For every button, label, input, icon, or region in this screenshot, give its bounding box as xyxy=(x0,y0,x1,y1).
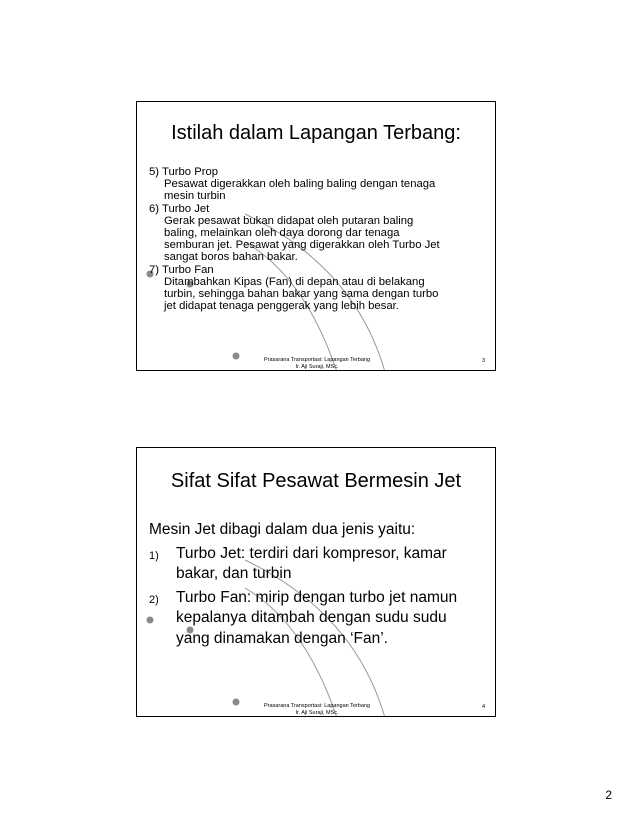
item-line: bakar, dan turbin xyxy=(176,565,292,582)
list-item xyxy=(149,588,485,650)
slide-title: Sifat Sifat Pesawat Bermesin Jet xyxy=(170,470,462,492)
slide-3 xyxy=(136,101,496,371)
item-line: Turbo Fan: mirip dengan turbo jet namun xyxy=(176,588,458,606)
slide-footer xyxy=(237,357,397,371)
slide-footer xyxy=(237,703,397,717)
item-label: 7) Turbo Fan xyxy=(149,263,214,276)
item-desc-line: semburan jet. Pesawat yang digerakkan oleh Turbo Jet xyxy=(164,239,440,252)
list-item xyxy=(149,544,485,585)
slide-title: Istilah dalam Lapangan Terbang: xyxy=(171,122,461,144)
item-desc-line: Pesawat digerakkan oleh baling baling dengan tenaga xyxy=(164,178,436,191)
footer-course: Prasarana Transportasi: Lapangan Terbang xyxy=(264,703,370,709)
item-label: 5) Turbo Prop xyxy=(149,166,219,178)
list-item xyxy=(149,203,479,264)
item-line: kepalanya ditambah dengan sudu sudu xyxy=(176,609,447,626)
item-desc-line: jet didapat tenaga penggerak yang lebih besar. xyxy=(164,300,399,313)
slide-body xyxy=(149,520,485,649)
item-label: 6) Turbo Jet xyxy=(149,202,210,215)
item-line: yang dinamakan dengan ‘Fan’. xyxy=(176,629,388,647)
item-desc-line: turbin, sehingga bahan bakar yang sama dengan turbo xyxy=(164,288,439,301)
footer-author: Ir. Aji Suraji, MSc. xyxy=(295,364,339,370)
item-number: 2) xyxy=(149,593,159,606)
lead-text: Mesin Jet dibagi dalam dua jenis yaitu: xyxy=(149,521,416,538)
list-item xyxy=(149,166,479,203)
item-desc-line: sangat boros bahan bakar. xyxy=(164,251,298,264)
slide-number: 3 xyxy=(481,358,485,364)
item-desc-line: Ditambahkan Kipas (Fan) di depan atau di belakang xyxy=(164,275,425,288)
item-desc-line: mesin turbin xyxy=(164,190,226,203)
page-number: 2 xyxy=(605,788,612,802)
item-desc-line: baling, melainkan oleh daya dorong dar tenaga xyxy=(164,227,400,240)
item-line: Turbo Jet: terdiri dari kompresor, kamar xyxy=(176,544,447,562)
item-desc-line: Gerak pesawat bukan didapat oleh putaran baling xyxy=(164,214,414,227)
footer-author: Ir. Aji Suraji, MSc. xyxy=(295,710,339,716)
item-number: 1) xyxy=(149,549,159,562)
slide-4 xyxy=(136,447,496,717)
footer-course: Prasarana Transportasi: Lapangan Terbang xyxy=(264,357,370,363)
slide-number: 4 xyxy=(481,704,485,710)
list-item xyxy=(149,264,479,313)
slide-body xyxy=(149,166,479,312)
